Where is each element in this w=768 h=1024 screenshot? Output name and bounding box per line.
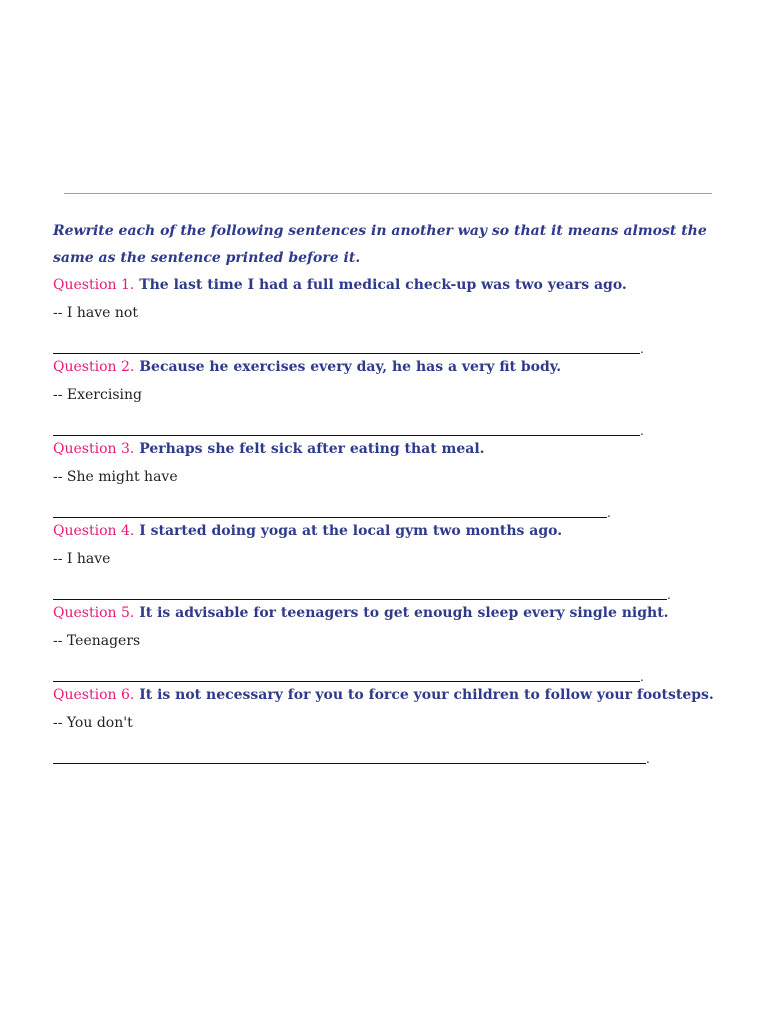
answer-field[interactable] xyxy=(53,738,713,764)
answer-field[interactable] xyxy=(53,328,713,354)
answer-prompt: -- I have not xyxy=(53,305,138,321)
question-label: Question 4. xyxy=(53,523,135,539)
answer-prompt: -- You don't xyxy=(53,715,133,731)
answer-line xyxy=(53,574,667,600)
question-4 xyxy=(53,518,713,600)
question-text: Because he exercises every day, he has a very fit body. xyxy=(139,359,562,375)
question-text: Perhaps she felt sick after eating that meal. xyxy=(139,441,485,457)
question-label: Question 2. xyxy=(53,359,135,375)
question-text: The last time I had a full medical check-up was two years ago. xyxy=(139,277,627,293)
answer-line xyxy=(53,492,607,518)
answer-field[interactable] xyxy=(53,574,713,600)
header-divider xyxy=(64,193,712,194)
answer-field[interactable] xyxy=(53,656,713,682)
answer-prompt: -- Exercising xyxy=(53,387,142,403)
question-1 xyxy=(53,272,713,354)
answer-line xyxy=(53,656,640,682)
answer-end-period: . xyxy=(640,670,644,684)
question-text: It is not necessary for you to force your children to follow your footsteps. xyxy=(139,687,714,703)
answer-prompt: -- I have xyxy=(53,551,111,567)
answer-line xyxy=(53,410,640,436)
answer-end-period: . xyxy=(607,506,611,520)
question-label: Question 5. xyxy=(53,605,135,621)
answer-field[interactable] xyxy=(53,410,713,436)
question-2 xyxy=(53,354,713,436)
question-3 xyxy=(53,436,713,518)
answer-line xyxy=(53,738,646,764)
question-text: It is advisable for teenagers to get enough sleep every single night. xyxy=(139,605,669,621)
instruction-text: Rewrite each of the following sentences in another way so that it means almost the same as the sentence printed before it. xyxy=(53,223,707,266)
answer-end-period: . xyxy=(640,424,644,438)
answer-field[interactable] xyxy=(53,492,713,518)
question-text: I started doing yoga at the local gym two months ago. xyxy=(139,523,563,539)
answer-end-period: . xyxy=(646,752,650,766)
answer-end-period: . xyxy=(667,588,671,602)
answer-end-period: . xyxy=(640,342,644,356)
answer-prompt: -- She might have xyxy=(53,469,178,485)
answer-prompt: -- Teenagers xyxy=(53,633,141,649)
question-5 xyxy=(53,600,713,682)
question-label: Question 3. xyxy=(53,441,135,457)
worksheet xyxy=(53,218,713,764)
question-label: Question 6. xyxy=(53,687,135,703)
question-label: Question 1. xyxy=(53,277,135,293)
question-6 xyxy=(53,682,713,764)
answer-line xyxy=(53,328,640,354)
